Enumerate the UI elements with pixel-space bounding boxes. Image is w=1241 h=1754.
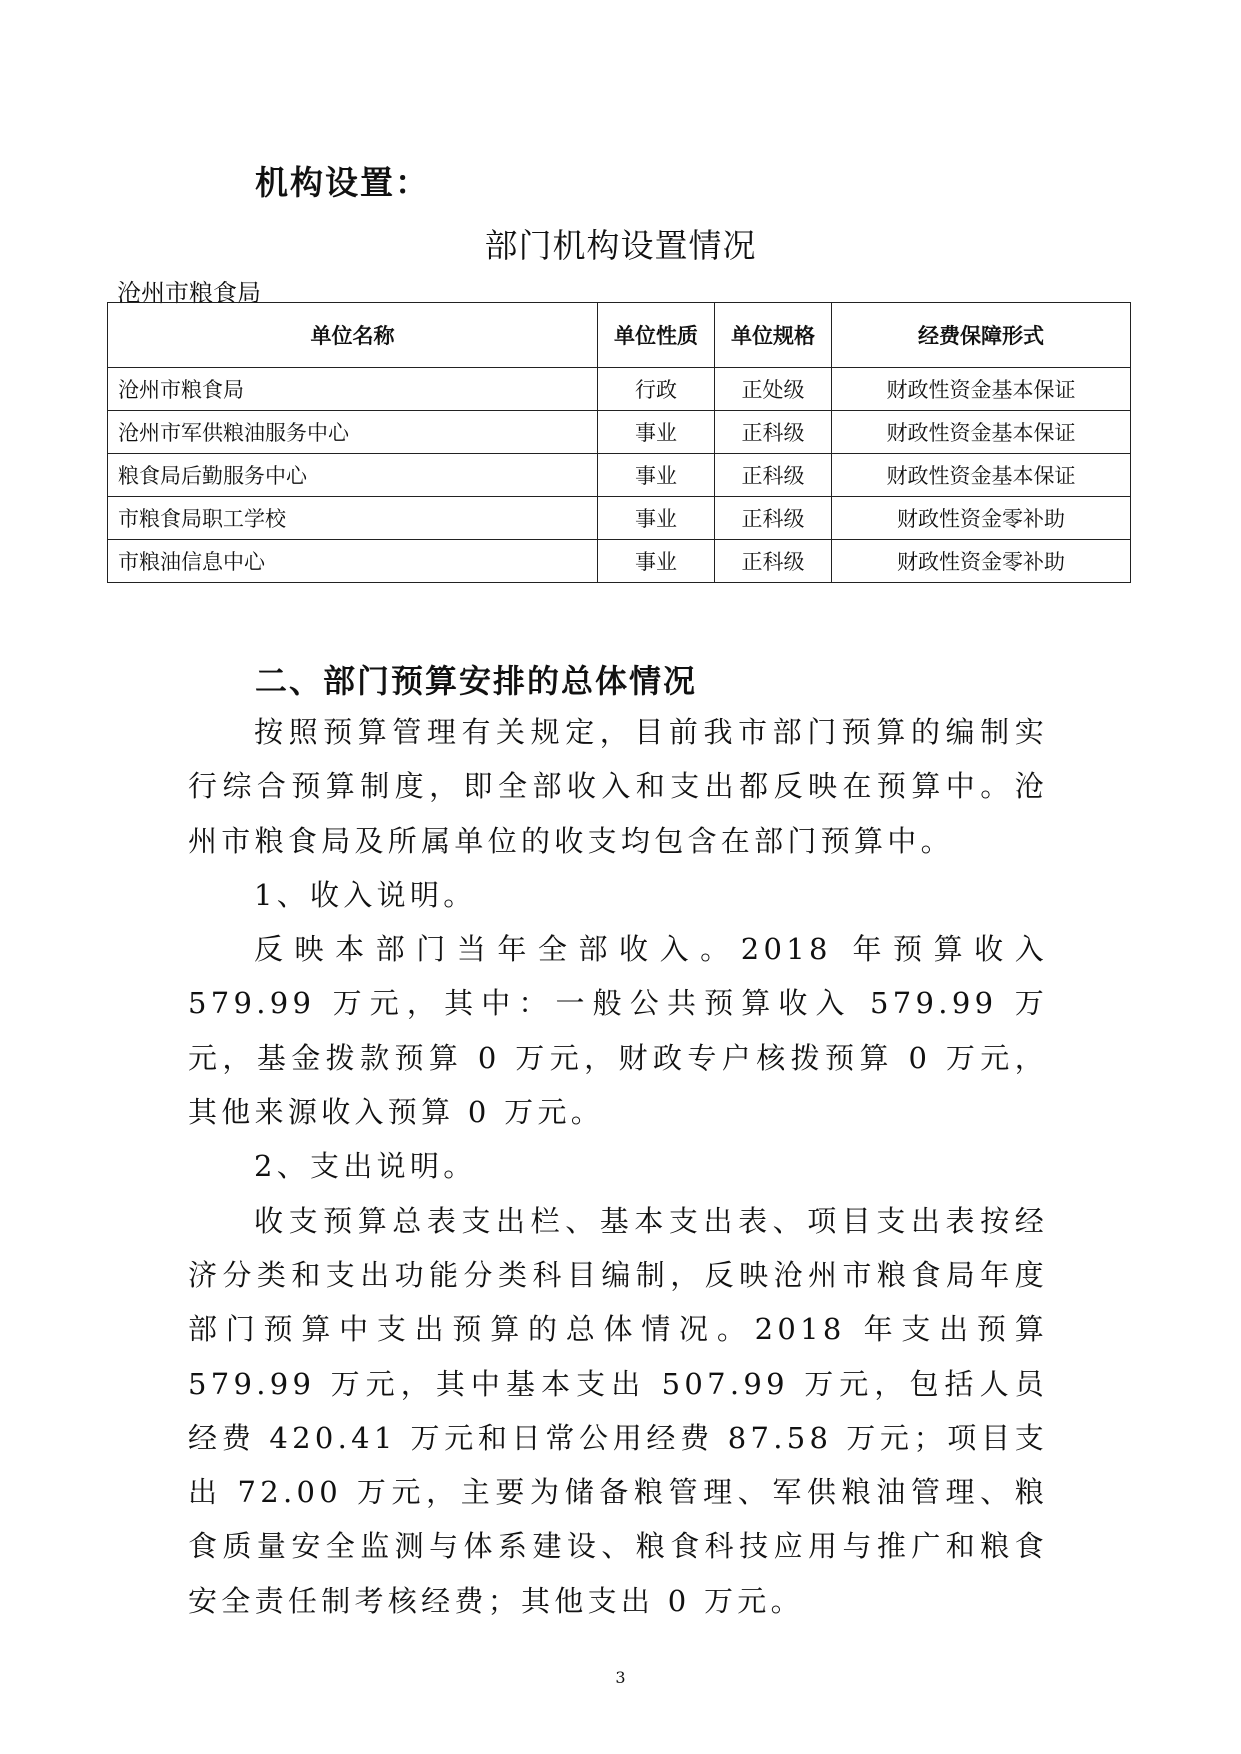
cell-funding-form: 财政性资金零补助	[832, 497, 1131, 540]
cell-unit-name: 粮食局后勤服务中心	[108, 454, 598, 497]
header-unit-level: 单位规格	[715, 303, 832, 368]
table-header-row	[108, 303, 1131, 368]
cell-unit-level: 正科级	[715, 497, 832, 540]
body-text	[188, 705, 1048, 1628]
cell-unit-nature: 事业	[598, 540, 715, 583]
paragraph-income-heading: 1、收入说明。	[254, 877, 477, 912]
cell-unit-nature: 事业	[598, 497, 715, 540]
section-heading-budget-overview: 二、部门预算安排的总体情况	[255, 662, 698, 700]
org-structure-table	[107, 302, 1131, 583]
cell-unit-level: 正科级	[715, 454, 832, 497]
table-row	[108, 497, 1131, 540]
cell-unit-level: 正科级	[715, 540, 832, 583]
table-row	[108, 454, 1131, 497]
table-row	[108, 540, 1131, 583]
cell-unit-nature: 事业	[598, 454, 715, 497]
header-unit-nature: 单位性质	[598, 303, 715, 368]
header-unit-name: 单位名称	[108, 303, 598, 368]
cell-funding-form: 财政性资金基本保证	[832, 454, 1131, 497]
table-title: 部门机构设置情况	[484, 226, 757, 265]
table-row	[108, 411, 1131, 454]
page-number: 3	[615, 1668, 626, 1687]
cell-unit-nature: 行政	[598, 368, 715, 411]
header-funding-form: 经费保障形式	[832, 303, 1131, 368]
cell-unit-name: 沧州市军供粮油服务中心	[108, 411, 598, 454]
paragraph-income-detail: 反映本部门当年全部收入。2018 年预算收入 579.99 万元，其中：一般公共预算收入 579.99 万元，基金拨款预算 0 万元，财政专户核拨预算 0 万元，其他来源收入预算 0 万元。	[188, 932, 1048, 1130]
unit-label: 沧州市粮食局	[117, 279, 261, 307]
section-label: 机构设置：	[255, 163, 430, 202]
paragraph-budget-rules: 按照预算管理有关规定，目前我市部门预算的编制实行综合预算制度，即全部收入和支出都反映在预算中。沧州市粮食局及所属单位的收支均包含在部门预算中。	[188, 715, 1048, 858]
cell-unit-level: 正科级	[715, 411, 832, 454]
cell-funding-form: 财政性资金零补助	[832, 540, 1131, 583]
cell-unit-name: 市粮油信息中心	[108, 540, 598, 583]
cell-funding-form: 财政性资金基本保证	[832, 368, 1131, 411]
cell-unit-name: 沧州市粮食局	[108, 368, 598, 411]
table-row	[108, 368, 1131, 411]
cell-unit-nature: 事业	[598, 411, 715, 454]
paragraph-expense-heading: 2、支出说明。	[254, 1149, 477, 1184]
paragraph-expense-detail: 收支预算总表支出栏、基本支出表、项目支出表按经济分类和支出功能分类科目编制，反映沧州市粮食局年度部门预算中支出预算的总体情况。2018 年支出预算 579.99 万元，其中基本支出 507.99 万元，包括人员经费 420.41 万元和日常公用经费 87.58 万元；项目支出 72.00 万元，主要为储备粮管理、军供粮油管理、粮食质量安全监测与体系建设、粮食科技应用与推广和粮食安全责任制考核经费；其他支出 0 万元。	[188, 1203, 1048, 1618]
cell-unit-level: 正处级	[715, 368, 832, 411]
cell-unit-name: 市粮食局职工学校	[108, 497, 598, 540]
cell-funding-form: 财政性资金基本保证	[832, 411, 1131, 454]
